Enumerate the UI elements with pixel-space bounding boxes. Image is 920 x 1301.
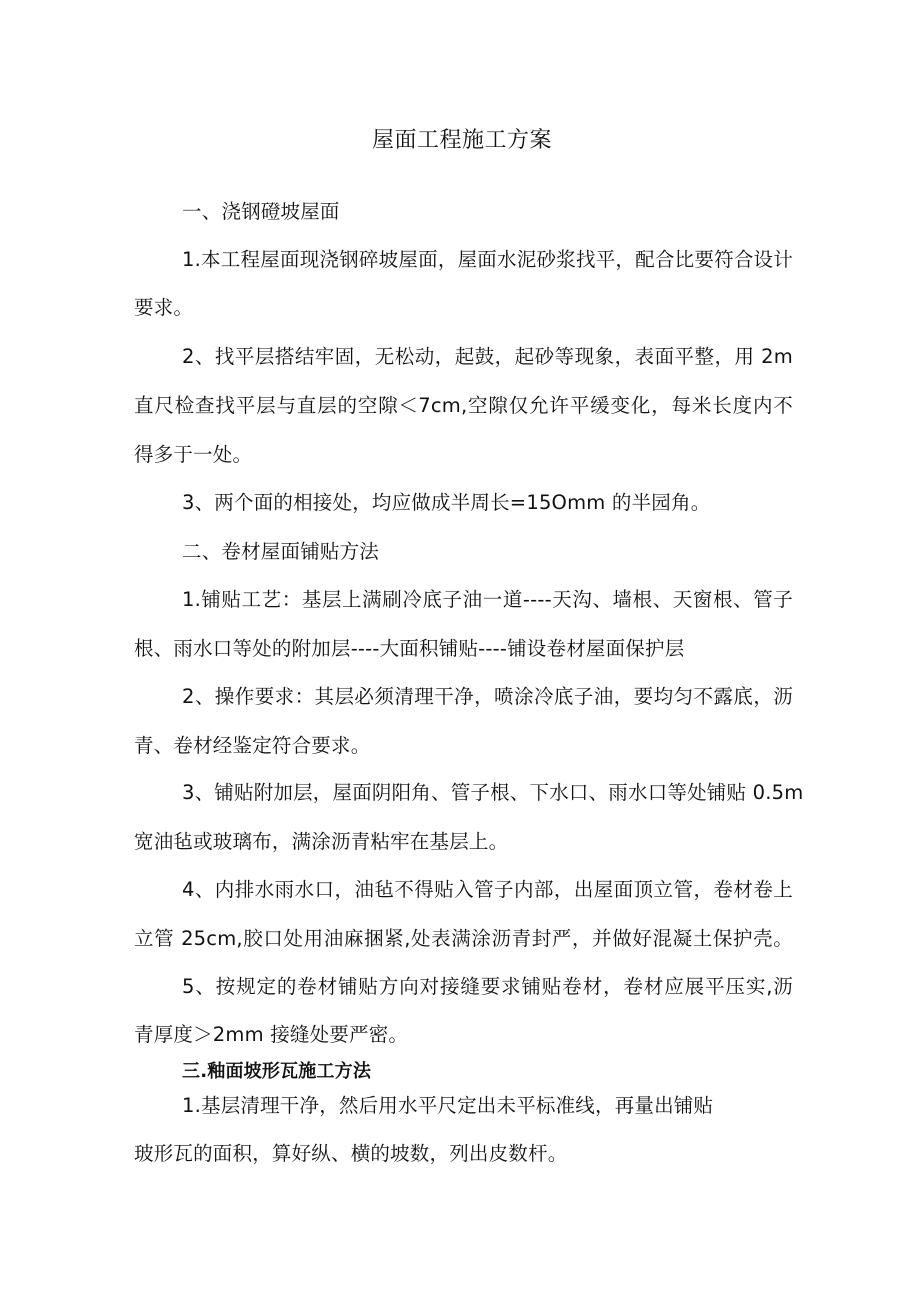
paragraph-line: 1.铺贴工艺：基层上满刷冷底子油一道----天沟、墙根、天窗根、管子 (182, 588, 793, 611)
paragraph-line: 3、铺贴附加层，屋面阴阳角、管子根、下水口、雨水口等处铺贴 0.5m (182, 781, 804, 804)
paragraph-line: 2、找平层搭结牢固，无松动，起鼓，起砂等现象，表面平整，用 2m (182, 345, 793, 368)
paragraph-line: 3、两个面的相接处，均应做成半周长=15Omm 的半园角。 (182, 491, 711, 514)
section-heading-3: 三.釉面坡形瓦施工方法 (182, 1061, 372, 1082)
paragraph-line: 要求。 (134, 296, 194, 319)
paragraph-line: 玻形瓦的面积，算好纵、横的坡数，列出皮数杆。 (134, 1142, 568, 1165)
document-title: 屋面工程施工方案 (371, 128, 552, 153)
paragraph-line: 青、卷材经鉴定符合要求。 (134, 734, 371, 757)
paragraph-line: 立管 25cm,胶口处用油麻捆紧,处表满涂沥青封严，并做好混凝土保护壳。 (134, 927, 793, 950)
paragraph-line: 4、内排水雨水口，油毡不得贴入管子内部，出屋面顶立管，卷材卷上 (182, 878, 793, 901)
paragraph-line: 1.本工程屋面现浇钢碎坡屋面，屋面水泥砂浆找平，配合比要符合设计 (182, 248, 793, 271)
paragraph-line: 直尺检查找平层与直层的空隙＜7cm,空隙仅允许平缓变化，每米长度内不 (134, 394, 793, 417)
paragraph-line: 宽油毡或玻璃布，满涂沥青粘牢在基层上。 (134, 830, 509, 853)
paragraph-line: 2、操作要求：其层必须清理干净，喷涂冷底子油，要均匀不露底，沥 (182, 685, 793, 708)
paragraph-line: 1.基层清理干净，然后用水平尺定出未平标准线，再量出铺贴 (182, 1094, 714, 1117)
paragraph-line: 青厚度＞2mm 接缝处要严密。 (134, 1023, 409, 1046)
paragraph-line: 得多于一处。 (134, 443, 253, 466)
paragraph-line: 5、按规定的卷材铺贴方向对接缝要求铺贴卷材，卷材应展平压实,沥 (182, 975, 793, 998)
paragraph-line: 根、雨水口等处的附加层----大面积铺贴----铺设卷材屋面保护层 (134, 637, 685, 660)
section-heading-1: 一、浇钢磴坡屋面 (182, 200, 340, 223)
section-heading-2: 二、卷材屋面铺贴方法 (182, 540, 380, 563)
